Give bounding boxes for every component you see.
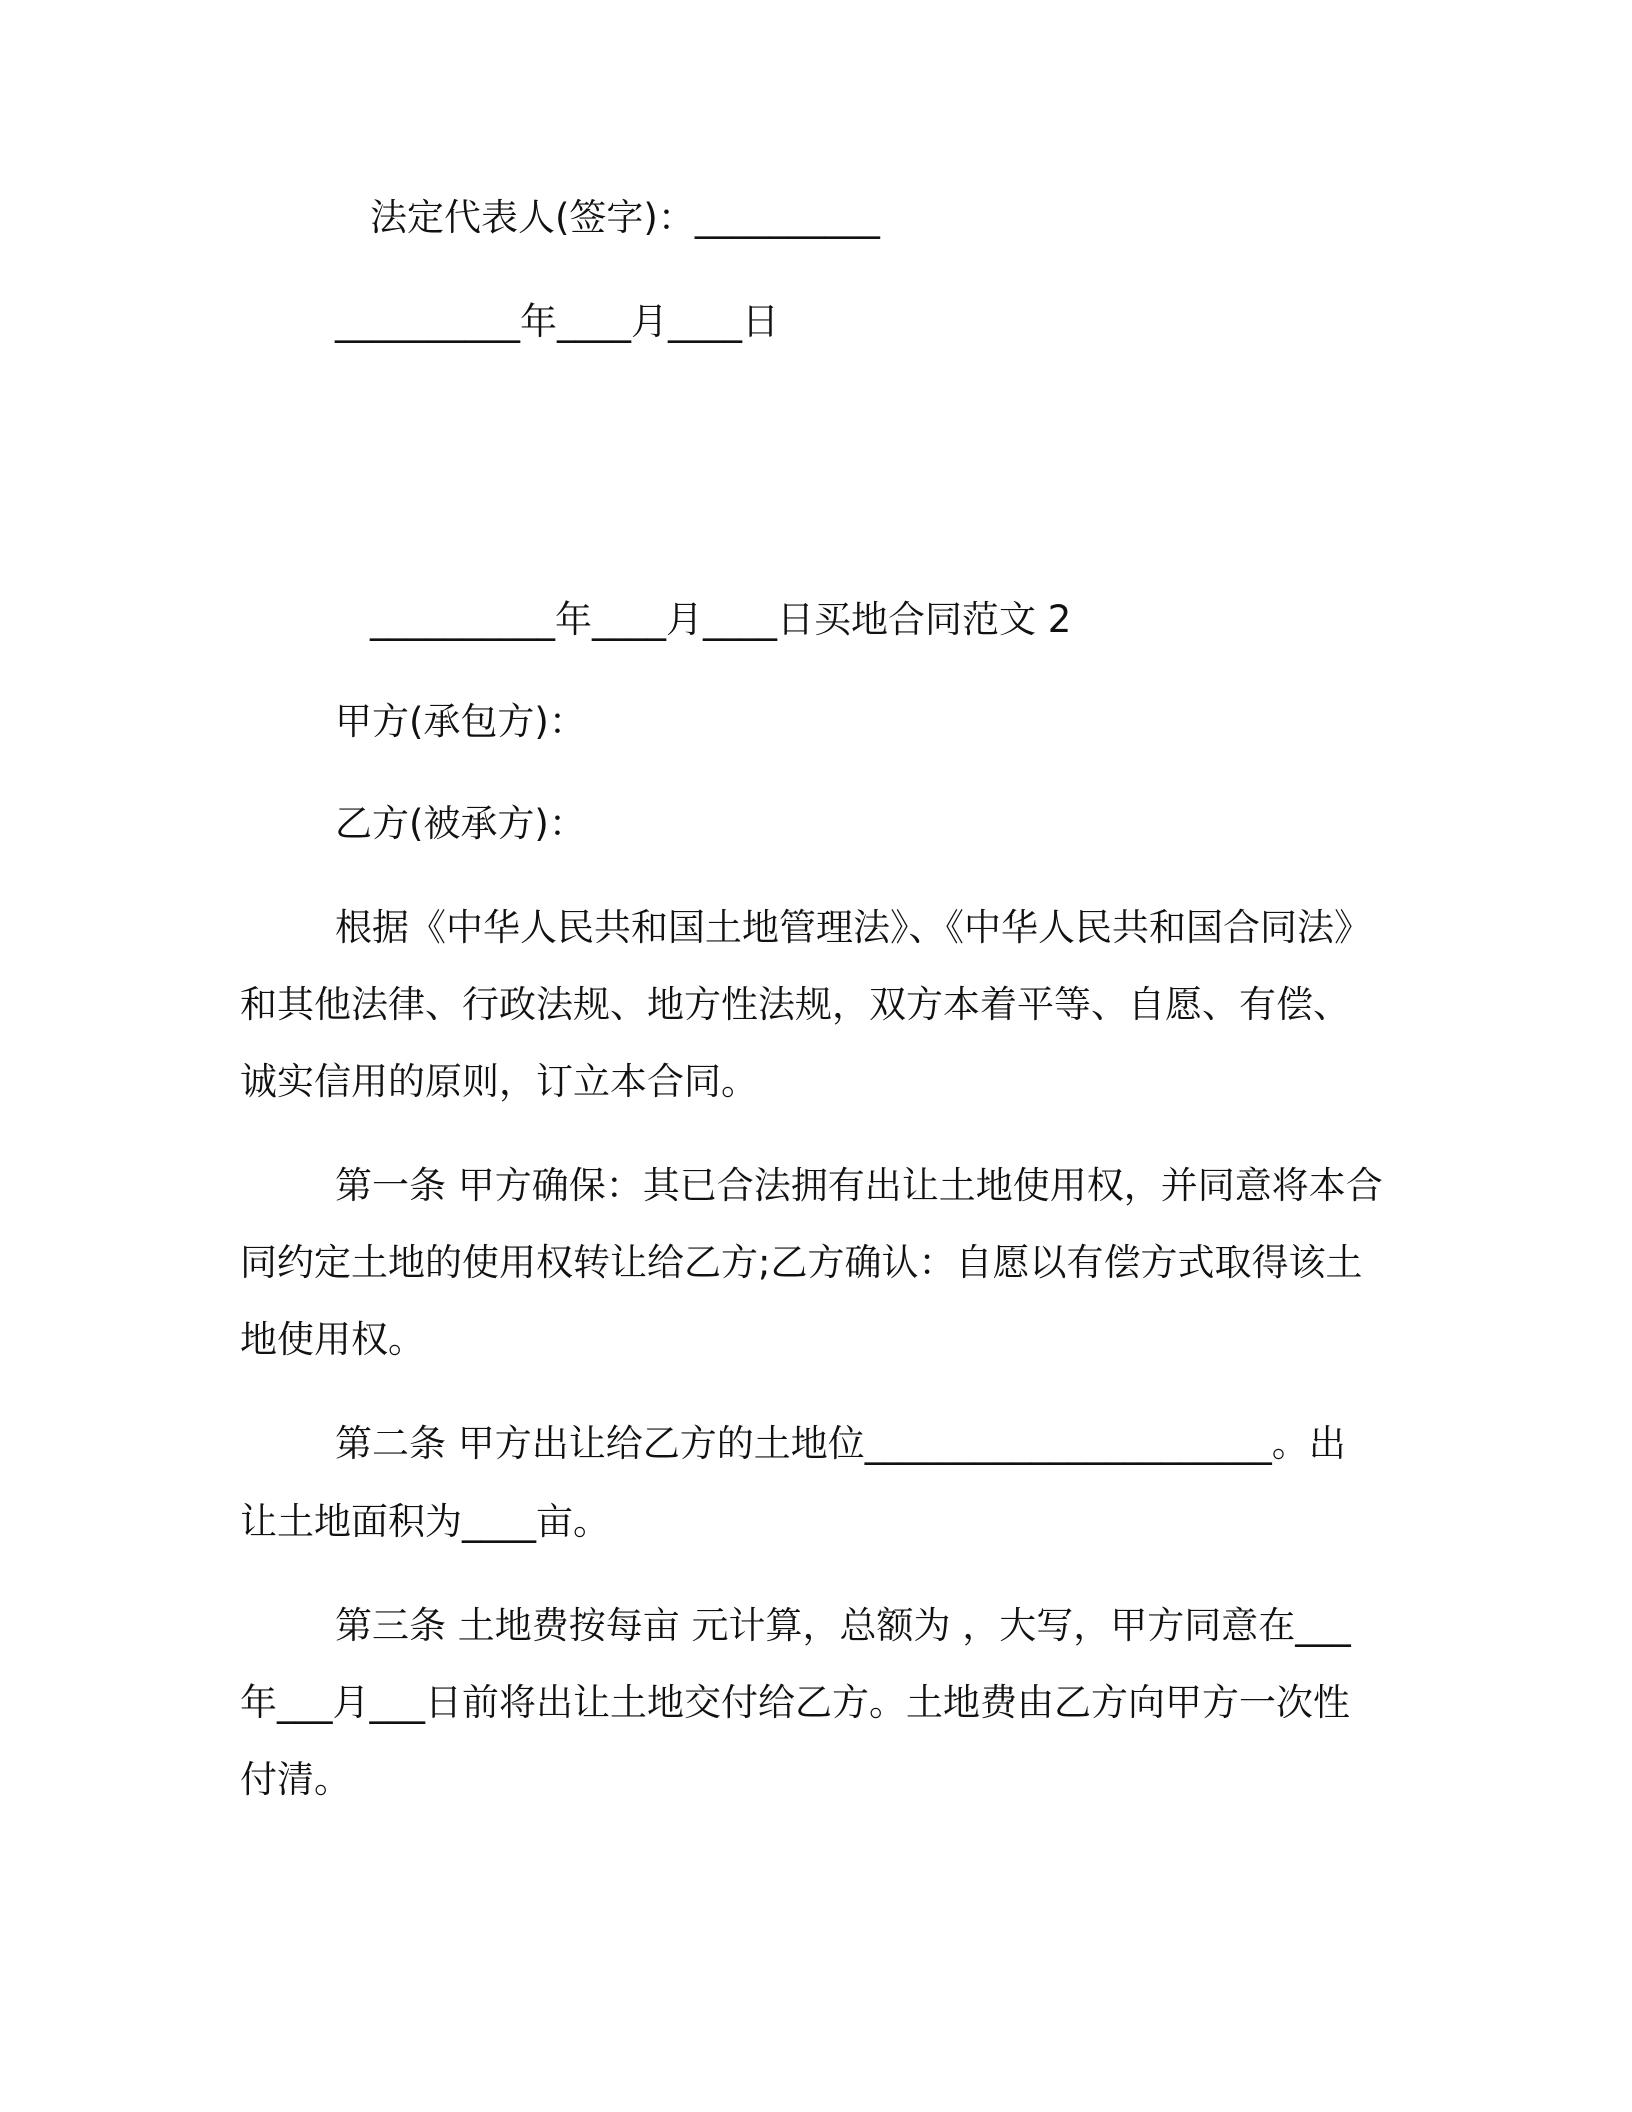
signature-line: 法定代表人(签字)：__________ <box>370 196 880 239</box>
document-title: __________年____月____日买地合同范文 2 <box>370 598 1072 641</box>
article1-line-3: 地使用权。 <box>240 1318 425 1361</box>
article3-line-2: 年___月___日前将出让土地交付给乙方。土地费由乙方向甲方一次性 <box>240 1681 1350 1724</box>
article3-line-1: 第三条 土地费按每亩 元计算，总额为 ，大写，甲方同意在___ <box>335 1604 1351 1647</box>
article1-line-2: 同约定土地的使用权转让给乙方;乙方确认：自愿以有偿方式取得该土 <box>240 1241 1363 1284</box>
party-a-label: 甲方(承包方)： <box>335 700 586 743</box>
preamble-line-1: 根据《中华人民共和国土地管理法》、《中华人民共和国合同法》 <box>335 906 1371 949</box>
preamble-line-3: 诚实信用的原则，订立本合同。 <box>240 1060 758 1103</box>
article1-line-1: 第一条 甲方确保：其已合法拥有出让土地使用权，并同意将本合 <box>335 1164 1383 1207</box>
party-b-label: 乙方(被承方)： <box>335 802 586 845</box>
article2-line-1: 第二条 甲方出让给乙方的土地位______________________。出 <box>335 1422 1346 1465</box>
article3-line-3: 付清。 <box>240 1758 351 1801</box>
date-line: __________年____月____日 <box>335 300 779 343</box>
preamble-line-2: 和其他法律、行政法规、地方性法规，双方本着平等、自愿、有偿、 <box>240 983 1350 1026</box>
article2-line-2: 让土地面积为____亩。 <box>240 1500 610 1543</box>
